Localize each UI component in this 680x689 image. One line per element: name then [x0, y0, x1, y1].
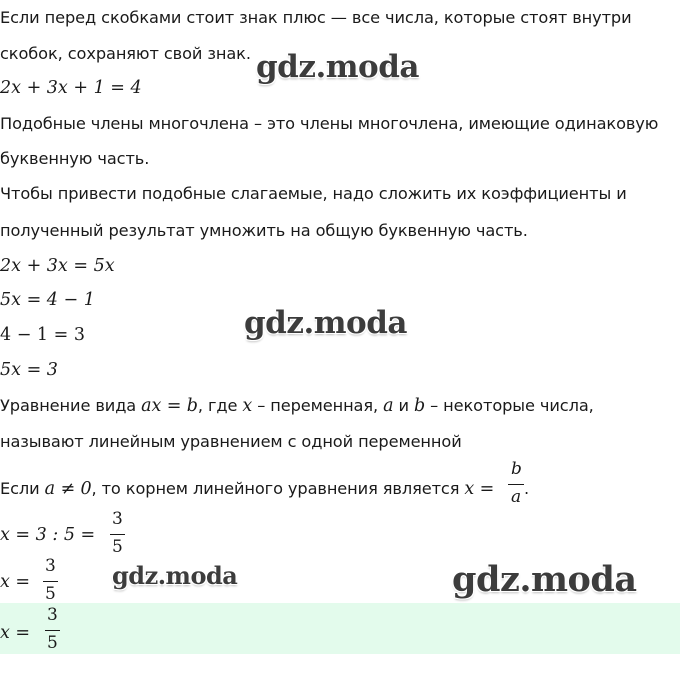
- rule-combine-line-1: Чтобы привести подобные слагаемые, надо сложить их коэффициенты и: [0, 184, 627, 203]
- final-numerator: 3: [47, 605, 58, 625]
- linear-a: a: [383, 396, 394, 416]
- linear-prefix: Уравнение вида: [0, 396, 137, 415]
- rule-plus-line-2: скобок, сохраняют свой знак.: [0, 44, 251, 63]
- linear-numbers-text: – некоторые числа,: [430, 396, 594, 415]
- solution-2-numerator: 3: [45, 556, 56, 576]
- watermark-2: gdz.moda: [244, 305, 407, 341]
- watermark-3: gdz.moda: [112, 561, 238, 590]
- final-answer-line: x =: [0, 623, 31, 643]
- linear-definition-line-2: называют линейным уравнением с одной переменной: [0, 432, 462, 451]
- root-rule-line: [0, 479, 494, 499]
- watermark-1: gdz.moda: [256, 49, 419, 85]
- root-period: .: [524, 479, 530, 498]
- linear-definition-line-1: [0, 396, 594, 416]
- linear-variable-text: – переменная,: [257, 396, 379, 415]
- solution-1-bar: [110, 534, 125, 535]
- linear-and: и: [398, 396, 409, 415]
- root-x-eq: x =: [464, 479, 495, 499]
- root-condition: a ≠ 0: [44, 479, 92, 499]
- solution-2-denominator: 5: [45, 584, 56, 604]
- watermark-4: gdz.moda: [452, 559, 637, 600]
- equation-2: 2x + 3x = 5x: [0, 256, 115, 276]
- rule-plus-line-1: Если перед скобками стоит знак плюс — все числа, которые стоят внутри: [0, 8, 632, 27]
- rule-similar-line-2: буквенную часть.: [0, 149, 150, 168]
- solution-1-numerator: 3: [112, 509, 123, 529]
- equation-1: 2x + 3x + 1 = 4: [0, 78, 142, 98]
- equation-3: 5x = 4 − 1: [0, 290, 95, 310]
- equation-4: 4 − 1 = 3: [0, 325, 85, 345]
- linear-x: x: [242, 396, 253, 416]
- linear-where: , где: [197, 396, 238, 415]
- root-fraction-denominator: a: [511, 487, 522, 507]
- root-middle: , то корнем линейного уравнения является: [91, 479, 460, 498]
- solution-line-2: x =: [0, 572, 31, 592]
- root-fraction-bar: [508, 484, 524, 485]
- equation-5: 5x = 3: [0, 360, 58, 380]
- root-prefix: Если: [0, 479, 40, 498]
- final-denominator: 5: [47, 633, 58, 653]
- root-fraction-numerator: b: [511, 459, 522, 479]
- solution-2-bar: [43, 581, 58, 582]
- linear-b: b: [413, 396, 426, 416]
- solution-1-denominator: 5: [112, 537, 123, 557]
- rule-similar-line-1: Подобные члены многочлена – это члены многочлена, имеющие одинаковую: [0, 114, 659, 133]
- linear-form: ax = b: [141, 396, 198, 416]
- rule-combine-line-2: полученный результат умножить на общую буквенную часть.: [0, 221, 528, 240]
- solution-line-1: x = 3 : 5 =: [0, 525, 96, 545]
- final-bar: [45, 630, 60, 631]
